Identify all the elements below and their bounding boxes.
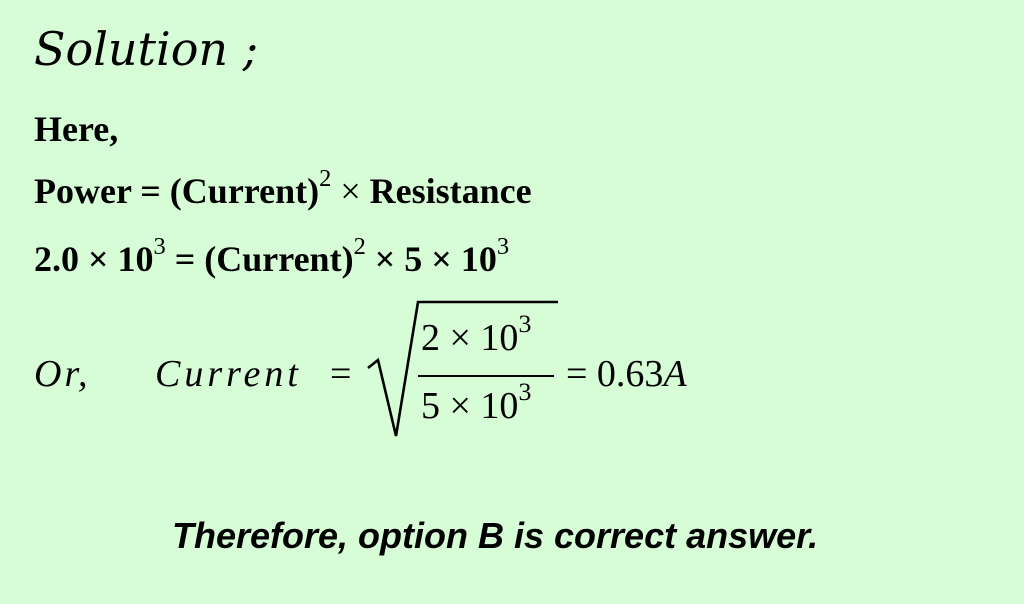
current-label: Current <box>155 353 302 395</box>
substitution-power-value: 2.0 × 10 <box>34 239 154 279</box>
conclusion-text: Therefore, option B is correct answer. <box>172 515 819 556</box>
substitution-equation <box>34 232 510 280</box>
result-unit: A <box>663 353 687 395</box>
denominator-exponent: 3 <box>518 376 532 406</box>
fraction-numerator <box>421 308 532 360</box>
or-label: Or, <box>34 353 91 395</box>
solution-heading: Solution ; <box>34 22 259 76</box>
numerator-exponent: 3 <box>518 308 532 338</box>
substitution-power-exponent: 3 <box>153 232 166 260</box>
power-formula-exponent: 2 <box>319 164 332 192</box>
substitution-current-exponent: 2 <box>353 232 366 260</box>
result-value <box>566 352 687 396</box>
times-sign: × <box>331 171 370 211</box>
substitution-resistance-exponent: 3 <box>496 232 510 260</box>
substitution-resistance-value: × 5 × 10 <box>365 239 497 279</box>
substitution-current: = (Current) <box>165 239 354 279</box>
here-label: Here, <box>34 109 119 149</box>
result-number: = 0.63 <box>566 353 664 395</box>
power-formula-lhs: Power = (Current) <box>34 171 320 211</box>
power-formula-rhs: Resistance <box>369 171 532 211</box>
equals-sign: = <box>330 353 352 395</box>
fraction-denominator <box>421 376 532 428</box>
power-formula <box>34 164 532 212</box>
denominator-value: 5 × 10 <box>421 385 519 427</box>
numerator-value: 2 × 10 <box>421 317 519 359</box>
